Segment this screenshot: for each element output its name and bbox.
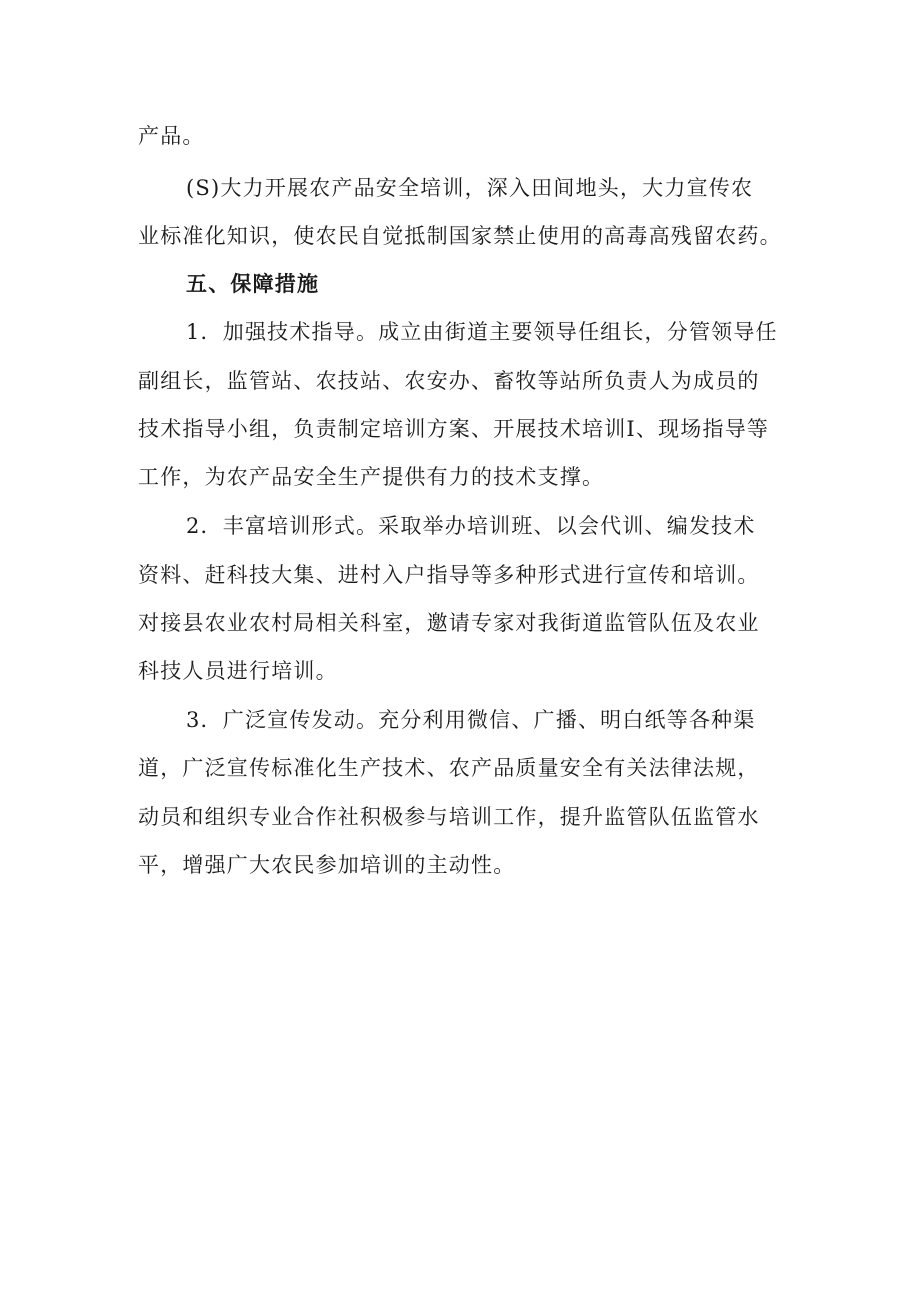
text-line: 资料、赶科技大集、进村入户指导等多种形式进行宣传和培训。	[138, 563, 760, 587]
text-line: 对接县农业农村局相关科室，邀请专家对我街道监管队伍及农业	[138, 611, 760, 635]
text-line: 动员和组织专业合作社积极参与培训工作，提升监管队伍监管水	[138, 805, 760, 829]
section-heading: 五、保障措施	[186, 271, 320, 296]
text-line: 科技人员进行培训。	[138, 659, 338, 683]
text-line: 道，广泛宣传标准化生产技术、农产品质量安全有关法律法规，	[138, 756, 760, 780]
text-line: 3．广泛宣传发动。充分利用微信、广播、明白纸等各种渠	[186, 708, 756, 732]
text-line: 产品。	[138, 124, 205, 148]
text-line: 技术指导小组，负责制定培训方案、开展技术培训I、现场指导等	[138, 417, 770, 441]
text-line: 业标准化知识，使农民自觉抵制国家禁止使用的高毒高残留农药。	[138, 224, 782, 248]
text-line: 1．加强技术指导。成立由街道主要领导任组长，分管领导任	[186, 320, 778, 344]
text-line: 工作，为农产品安全生产提供有力的技术支撑。	[138, 465, 605, 489]
text-line: 平，增强广大农民参加培训的主动性。	[138, 853, 516, 877]
text-line: (S)大力开展农产品安全培训，深入田间地头，大力宣传农	[186, 176, 754, 200]
text-line: 副组长，监管站、农技站、农安办、畜牧等站所负责人为成员的	[138, 369, 760, 393]
text-line: 2．丰富培训形式。采取举办培训班、以会代训、编发技术	[186, 514, 756, 538]
